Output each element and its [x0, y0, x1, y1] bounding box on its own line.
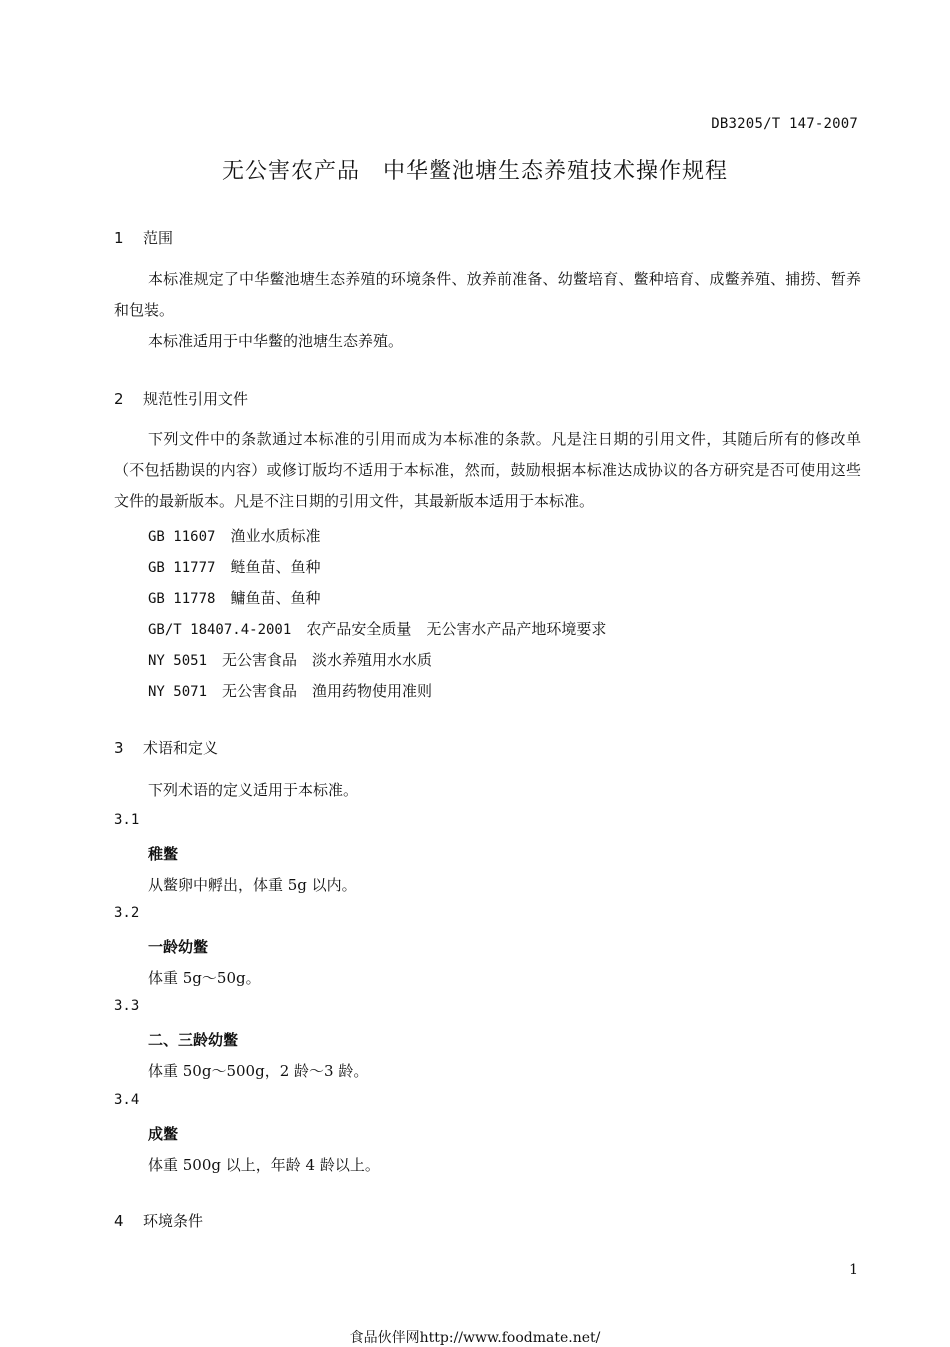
section-title: 规范性引用文件	[143, 390, 249, 408]
term-number: 3.4	[114, 1092, 140, 1108]
paragraph: 本标准适用于中华鳖的池塘生态养殖。	[148, 332, 404, 350]
section-number: 4	[114, 1212, 124, 1230]
standard-code: DB3205/T 147-2007	[711, 116, 858, 132]
reference-code: GB 11777	[148, 560, 216, 576]
term-definition: 体重 500g 以上，年龄 4 龄以上。	[148, 1156, 380, 1174]
term-definition: 从鳖卵中孵出，体重 5g 以内。	[148, 876, 357, 894]
term-definition: 体重 50g～500g，2 龄～3 龄。	[148, 1062, 369, 1080]
section-number: 2	[114, 390, 124, 408]
section-1-heading	[114, 227, 173, 248]
section-title: 范围	[143, 229, 174, 247]
reference-item	[148, 525, 320, 546]
section-title: 术语和定义	[143, 739, 219, 757]
term-name: 二、三龄幼鳖	[148, 1031, 239, 1049]
term-definition: 体重 5g～50g。	[148, 969, 261, 987]
section-4-heading	[114, 1210, 203, 1231]
term-name: 稚鳖	[148, 845, 179, 863]
reference-item	[148, 556, 320, 577]
page-number: 1	[849, 1262, 858, 1278]
page-title: 无公害农产品 中华鳖池塘生态养殖技术操作规程	[221, 159, 728, 184]
reference-title: 无公害食品 淡水养殖用水水质	[222, 651, 433, 669]
reference-code: GB 11778	[148, 591, 216, 607]
term-number: 3.1	[114, 812, 140, 828]
reference-code: GB/T 18407.4-2001	[148, 622, 292, 638]
section-number: 1	[114, 229, 124, 247]
paragraph: 本标准规定了中华鳖池塘生态养殖的环境条件、放养前准备、幼鳖培育、鳖种培育、成鳖养殖、捕捞、暂养和包装。	[114, 270, 861, 319]
paragraph: 下列术语的定义适用于本标准。	[148, 781, 359, 799]
term-number: 3.3	[114, 998, 140, 1014]
section-number: 3	[114, 739, 124, 757]
reference-code: NY 5071	[148, 684, 208, 700]
reference-title: 鳙鱼苗、鱼种	[230, 589, 321, 607]
section-title: 环境条件	[143, 1212, 204, 1230]
reference-item	[148, 618, 606, 639]
section-3-heading	[114, 737, 218, 758]
reference-title: 渔业水质标准	[230, 527, 321, 545]
reference-title: 农产品安全质量 无公害水产品产地环境要求	[306, 620, 607, 638]
reference-item	[148, 649, 432, 670]
term-name: 一龄幼鳖	[148, 938, 209, 956]
footer-watermark: 食品伙伴网http://www.foodmate.net/	[349, 1330, 601, 1346]
reference-item	[148, 587, 320, 608]
reference-code: GB 11607	[148, 529, 216, 545]
reference-item	[148, 680, 432, 701]
paragraph: 下列文件中的条款通过本标准的引用而成为本标准的条款。凡是注日期的引用文件，其随后所有的修改单（不包括勘误的内容）或修订版均不适用于本标准，然而，鼓励根据本标准达成协议的各方研究是否可使用这些文件的最新版本。凡是不注日期的引用文件，其最新版本适用于本标准。	[114, 430, 861, 510]
reference-code: NY 5051	[148, 653, 208, 669]
term-number: 3.2	[114, 905, 140, 921]
reference-title: 无公害食品 渔用药物使用准则	[222, 682, 433, 700]
term-name: 成鳖	[148, 1125, 179, 1143]
reference-title: 鲢鱼苗、鱼种	[230, 558, 321, 576]
section-2-heading	[114, 388, 248, 409]
